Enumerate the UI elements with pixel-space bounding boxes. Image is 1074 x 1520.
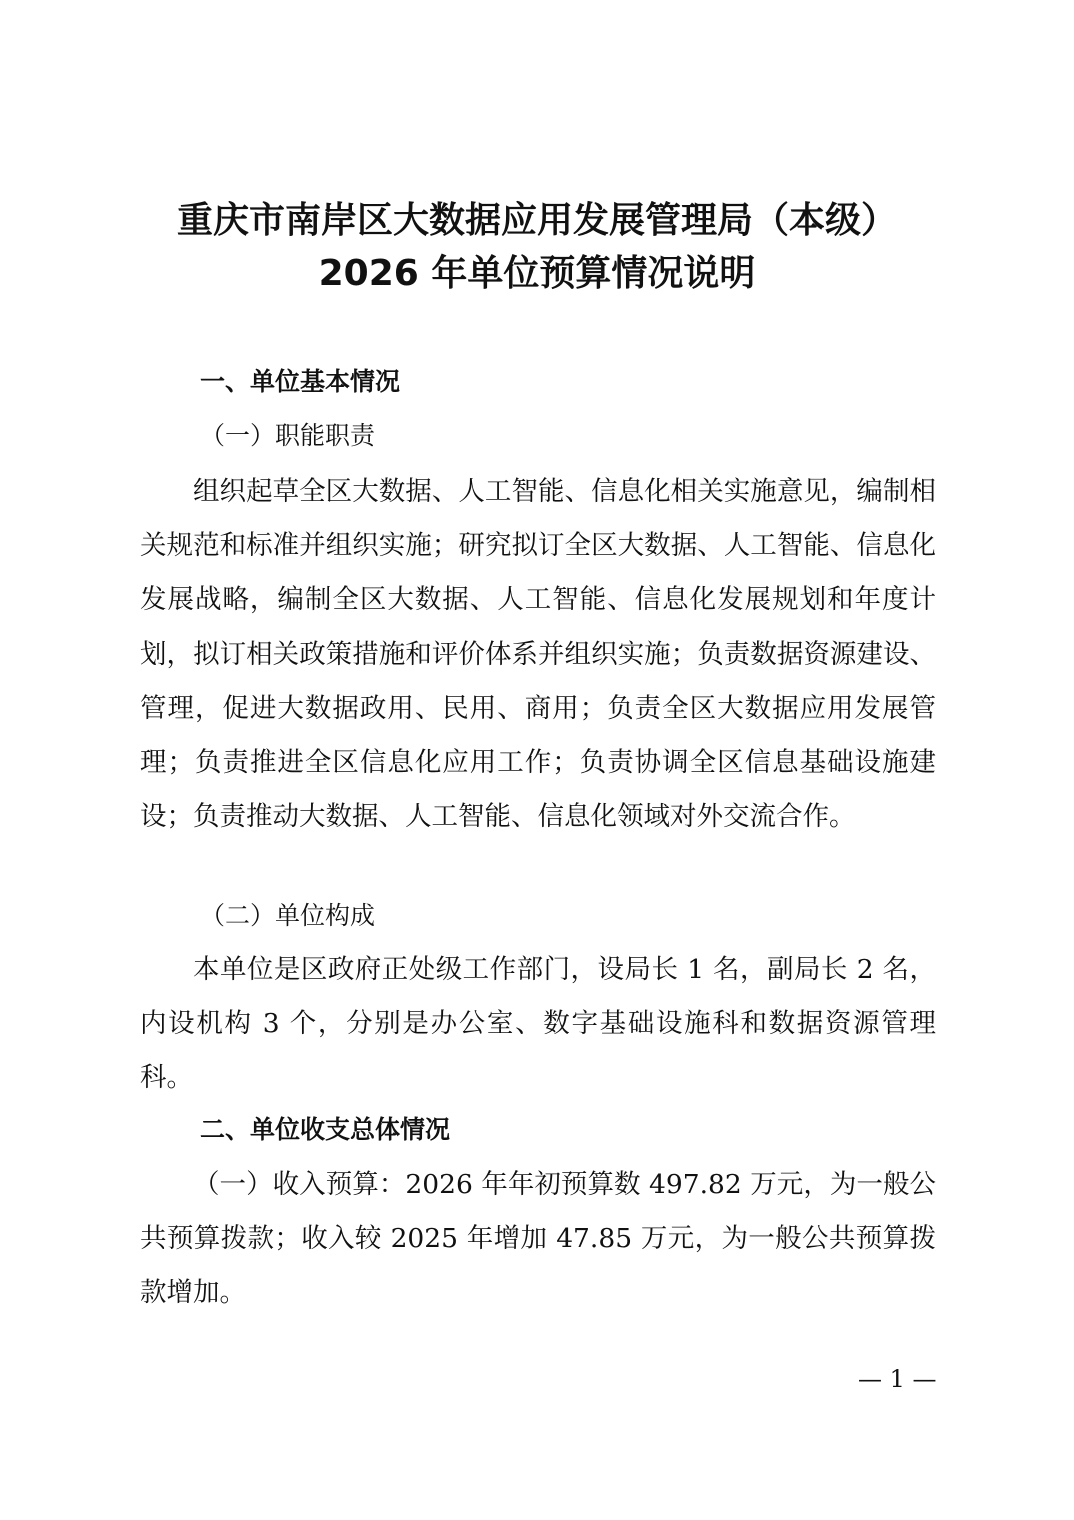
page-number: — 1 — [858, 1365, 937, 1393]
document-title-line-2: 2026 年单位预算情况说明 [318, 253, 756, 294]
document-title-line-1: 重庆市南岸区大数据应用发展管理局（本级） [176, 200, 897, 241]
composition-paragraph: 本单位是区政府正处级工作部门，设局长 1 名，副局长 2 名，内设机构 3 个，分别是办公室、数字基础设施科和数据资源管理科。 [140, 954, 936, 1094]
duties-paragraph: 组织起草全区大数据、人工智能、信息化相关实施意见，编制相关规范和标准并组织实施；研究拟订全区大数据、人工智能、信息化发展战略，编制全区大数据、人工智能、信息化发展规划和年度计划，拟订相关政策措施和评价体系并组织实施；负责数据资源建设、管理，促进大数据政用、民用、商用；负责全区大数据应用发展管理；负责推进全区信息化应用工作；负责协调全区信息基础设施建设；负责推动大数据、人工智能、信息化领域对外交流合作。 [140, 476, 936, 833]
income-budget-paragraph: （一）收入预算：2026 年年初预算数 497.82 万元，为一般公共预算拨款；收入较 2025 年增加 47.85 万元，为一般公共预算拨款增加。 [140, 1169, 936, 1309]
section-1-heading: 一、单位基本情况 [200, 367, 401, 396]
section-2-heading: 二、单位收支总体情况 [200, 1115, 451, 1144]
section-1-sub-1-heading: （一）职能职责 [200, 421, 376, 450]
section-1-sub-2-heading: （二）单位构成 [200, 901, 376, 930]
